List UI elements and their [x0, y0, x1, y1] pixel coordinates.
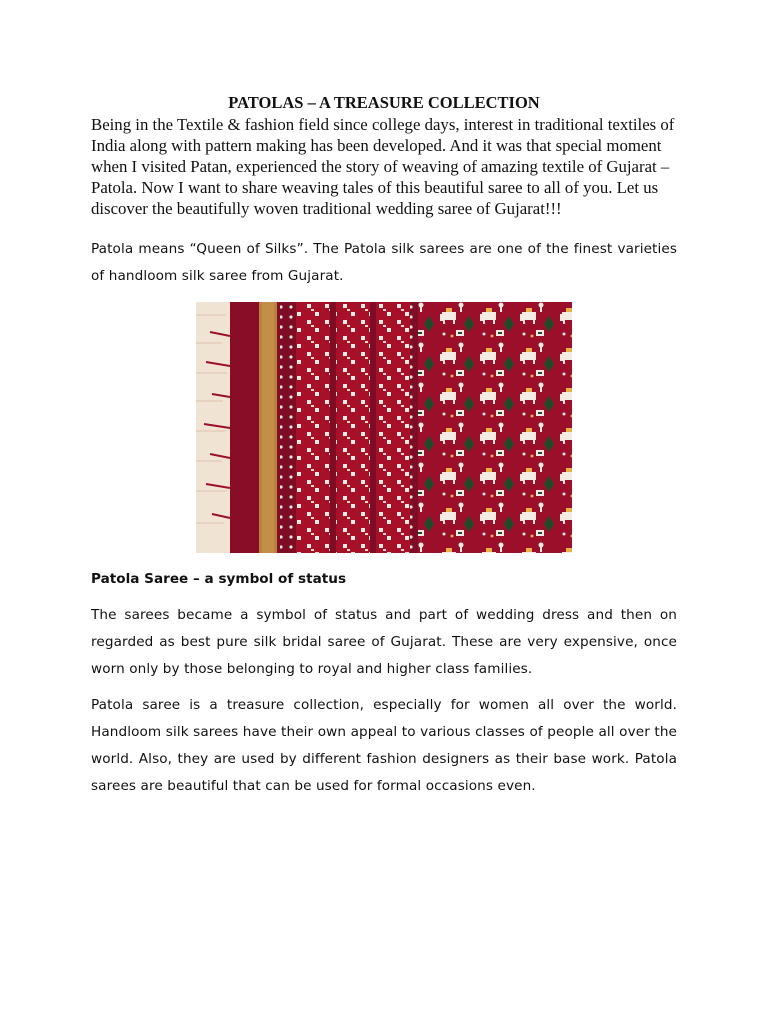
meaning-paragraph: Patola means “Queen of Silks”. The Patola silk sarees are one of the finest varieties of handloom silk saree from Gujarat. — [91, 241, 677, 284]
section-heading: Patola Saree – a symbol of status — [91, 571, 347, 587]
page-title: PATOLAS – A TREASURE COLLECTION — [228, 93, 540, 112]
treasure-paragraph: Patola saree is a treasure collection, especially for women all over the world. Handloom silk sarees have their own appeal to various classes of people all over the world. Also, they are used by different fashion designers as their base work. Patola sarees are beautiful that can be used for formal occasions even. — [91, 697, 677, 794]
intro-paragraph: Being in the Textile & fashion field since college days, interest in traditional textiles of India along with pattern making has been developed. And it was that special moment when I visited Patan, experienced the story of weaving of amazing textile of Gujarat – Patola. Now I want to share weaving tales of this beautiful saree to all of you. Let us discover the beautifully woven traditional wedding saree of Gujarat!!! — [91, 115, 675, 218]
patola-saree-photo — [196, 302, 572, 553]
status-paragraph: The sarees became a symbol of status and part of wedding dress and then on regarded as best pure silk bridal saree of Gujarat. These are very expensive, once worn only by those belonging to royal and higher class families. — [91, 607, 677, 677]
